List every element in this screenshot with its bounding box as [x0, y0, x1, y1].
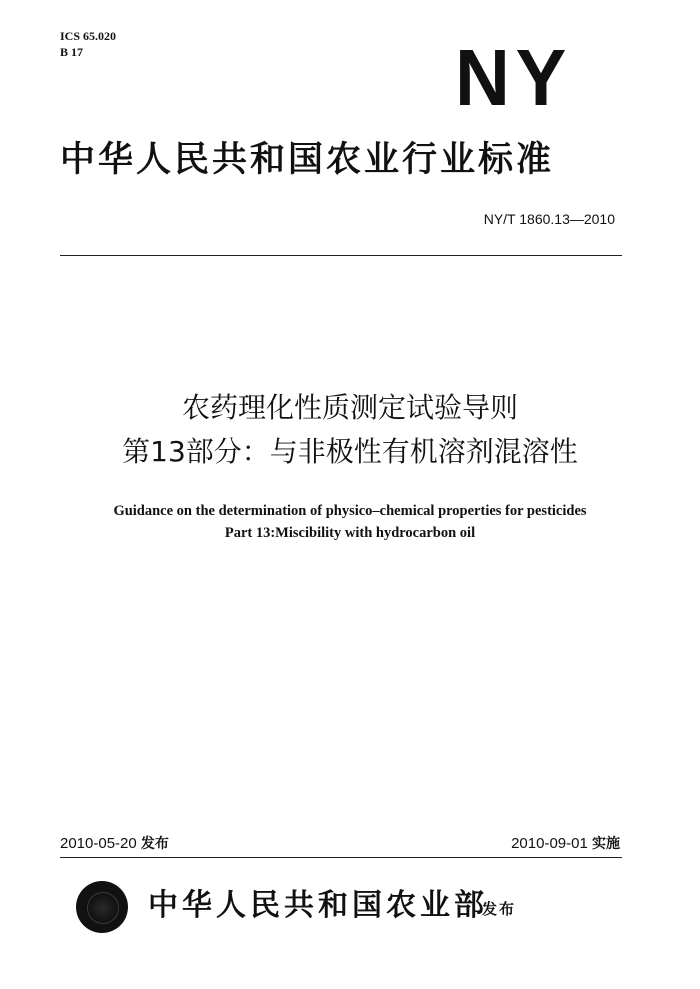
document-title-zh-line1: 农药理化性质测定试验导则 [181, 391, 518, 424]
publisher-name: 中华人民共和国农业部 [148, 888, 488, 923]
document-title-en-line2: Part 13:Miscibility with hydrocarbon oil [224, 525, 476, 541]
issue-date-block [60, 834, 169, 854]
implementation-label: 实施 [592, 836, 620, 852]
implementation-date: 2010-09-01 [511, 835, 588, 852]
top-divider [60, 255, 622, 256]
ministry-seal-icon [76, 881, 128, 933]
document-title-zh-line2: 第13部分：与非极性有机溶剂混溶性 [122, 435, 578, 468]
document-title-en-line1: Guidance on the determination of physico–chemical properties for pesticides [113, 503, 587, 519]
issue-date: 2010-05-20 [60, 835, 137, 852]
ics-code: ICS 65.020 [60, 29, 117, 43]
standard-number: NY/T 1860.13—2010 [483, 211, 615, 227]
classification-codes [60, 28, 116, 60]
ny-logo: NY [455, 33, 572, 122]
standard-category-title: 中华人民共和国农业行业标准 [60, 140, 555, 180]
ccs-code: B 17 [60, 45, 84, 59]
bottom-divider [60, 857, 622, 858]
publisher-label: 发布 [482, 900, 517, 918]
implementation-date-block [511, 834, 620, 854]
issue-label: 发布 [140, 836, 169, 852]
